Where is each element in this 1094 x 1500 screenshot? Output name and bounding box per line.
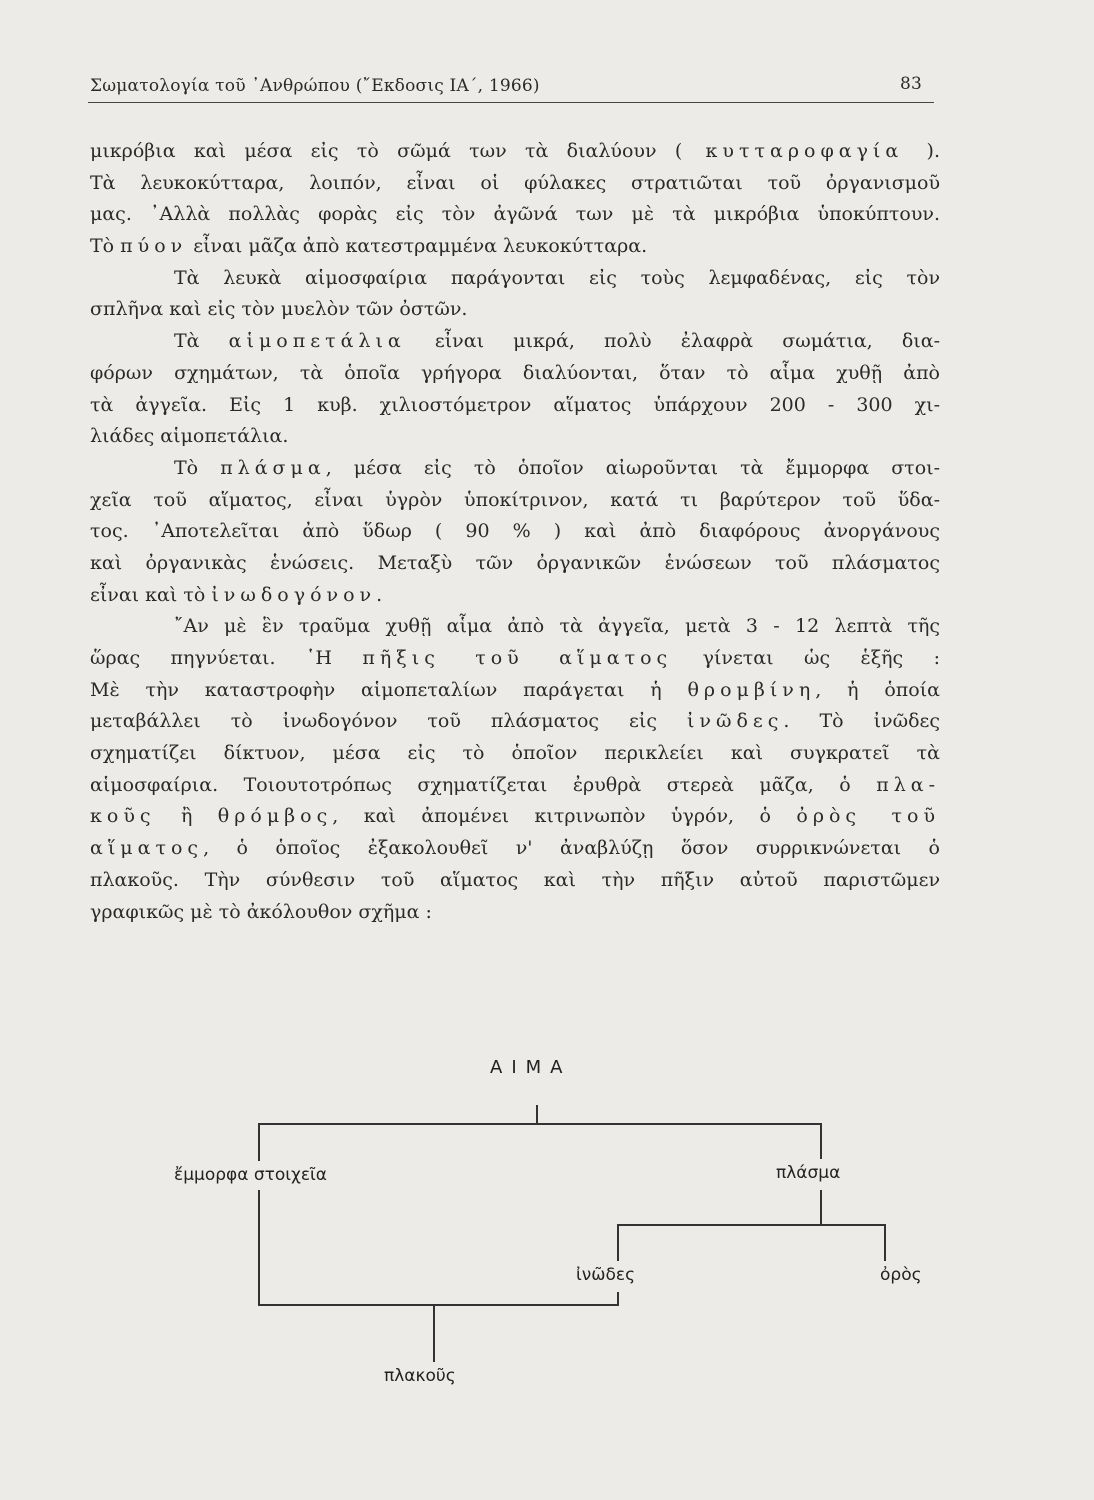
text-run: χεῖα τοῦ αἵματος, εἶναι ὑγρὸν ὑποκίτρινον, κατά τι βαρύτερον τοῦ ὕδα- <box>90 488 940 511</box>
spaced-term: ἰνωδογόνον <box>211 583 377 606</box>
header-title: Σωματολογία τοῦ ᾿Ανθρώπου (῎Εκδοσις ΙΑ΄, 1966) <box>90 76 540 96</box>
text-run: Τὸ <box>174 456 221 479</box>
plasma-bracket-right <box>884 1224 886 1261</box>
text-run: , μέσα εἰς τὸ ὁποῖον αἰωροῦνται τὰ ἔμμορφα στοι- <box>325 456 941 479</box>
spaced-term: αἵματος <box>90 837 204 860</box>
text-run: σχηματίζει δίκτυον, μέσα εἰς τὸ ὁποῖον περικλείει καὶ συγκρατεῖ τὰ <box>90 742 940 765</box>
text-run: τὰ ἀγγεῖα. Εἰς 1 κυβ. χιλιοστόμετρον αἵματος ὑπάρχουν 200 - 300 χι- <box>90 393 940 416</box>
formed-elements-drop <box>258 1190 260 1305</box>
spaced-term: πλα- <box>876 773 940 796</box>
clot-bracket <box>258 1304 619 1306</box>
diagram-serum-label: ὀρὸς <box>880 1265 922 1285</box>
text-run: γίνεται ὡς ἑξῆς : <box>672 647 940 669</box>
top-bracket-left <box>258 1123 260 1161</box>
text-run: σπλῆνα καὶ εἰς τὸν μυελὸν τῶν ὀστῶν. <box>90 298 468 321</box>
text-run: ὥρας πηγνύεται. ῾Η <box>90 647 363 669</box>
spaced-term: πῆξις τοῦ αἵματος <box>362 647 673 669</box>
text-run: αἱμοσφαίρια. Τοιουτοτρόπως σχηματίζεται ἐρυθρὰ στερεὰ μᾶζα, ὁ <box>90 773 877 796</box>
root-stem <box>536 1105 538 1123</box>
text-run: ). <box>926 140 940 162</box>
text-run: . <box>376 583 383 606</box>
text-run: Τὸ <box>90 235 121 258</box>
spaced-term: πλάσμα <box>220 456 326 479</box>
text-run: πλακοῦς. Τὴν σύνθεσιν τοῦ αἵματος καὶ τὴν πῆξιν αὐτοῦ παριστῶμεν <box>90 868 940 891</box>
spaced-term: ὀρὸς τοῦ <box>796 805 940 828</box>
diagram-formed-elements-label: ἔμμορφα στοιχεῖα <box>174 1165 327 1185</box>
clot-stem <box>433 1304 435 1362</box>
spaced-term: κυτταροφαγία <box>682 140 927 162</box>
spaced-term: πύον <box>120 235 188 258</box>
text-run: τος. ᾿Αποτελεῖται ἀπὸ ὕδωρ ( 90 % ) καὶ ἀπὸ διαφόρους ἀνοργάνους <box>90 520 940 543</box>
text-run: Τὰ λευκὰ αἱμοσφαίρια παράγονται εἰς τοὺς λεμφαδένας, εἰς τὸν <box>174 266 940 289</box>
text-run: , καὶ ἀπομένει κιτρινωπὸν ὑγρόν, ὁ <box>332 805 797 828</box>
text-run: . Τὸ ἰνῶδες <box>783 710 940 733</box>
plasma-bracket-left <box>617 1224 619 1261</box>
plasma-drop <box>820 1190 822 1224</box>
diagram-plasma-label: πλάσμα <box>776 1163 841 1183</box>
text-run: Τὰ <box>174 330 229 353</box>
spaced-term: αἱμοπετάλια <box>228 330 406 353</box>
text-run: μας. ᾿Αλλὰ πολλὰς φορὰς εἰς τὸν ἀγῶνά των μὲ τὰ μικρόβια ὑποκύπτουν. <box>90 203 940 226</box>
text-run: ῎Αν μὲ ἓν τραῦμα χυθῇ αἷμα ἀπὸ τὰ ἀγγεῖα, μετὰ 3 - 12 λεπτὰ τῆς <box>174 615 940 638</box>
text-run: καὶ ὀργανικὰς ἑνώσεις. Μεταξὺ τῶν ὀργανικῶν ἑνώσεων τοῦ πλάσματος <box>90 551 940 574</box>
spaced-term: θρόμβος <box>217 805 333 828</box>
text-run: φόρων σχημάτων, τὰ ὁποῖα γρήγορα διαλύονται, ὅταν τὸ αἷμα χυθῇ ἀπὸ <box>90 361 940 384</box>
page-number: 83 <box>899 74 922 94</box>
text-run: Τὰ λευκοκύτταρα, λοιπόν, εἶναι οἱ φύλακες στρατιῶται τοῦ ὀργανισμοῦ <box>90 171 940 194</box>
text-run: , ὁ ὁποῖος ἐξακολουθεῖ ν' ἀναβλύζῃ ὅσον συρρικνώνεται ὁ <box>203 837 940 860</box>
spaced-term: θρομβίνη <box>687 678 816 701</box>
text-run: Μὲ τὴν καταστροφὴν αἱμοπεταλίων παράγεται ἡ <box>90 678 688 701</box>
text-run: εἶναι μικρά, πολὺ ἐλαφρὰ σωμάτια, δια- <box>405 330 941 353</box>
text-run: ἢ <box>155 805 218 828</box>
text-run: μεταβάλλει τὸ ἰνωδογόνον τοῦ πλάσματος εἰς <box>90 710 687 733</box>
text-run: , ἡ ὁποία <box>815 678 940 701</box>
diagram-root-label: ΑΙΜΑ <box>490 1057 572 1078</box>
text-run: εἶναι μᾶζα ἀπὸ κατεστραμμένα λευκοκύτταρα. <box>187 235 648 258</box>
top-bracket-right <box>820 1123 822 1159</box>
diagram-clot-label: πλακοῦς <box>384 1366 456 1386</box>
spaced-term: κοῦς <box>90 805 156 828</box>
top-bracket <box>258 1123 822 1125</box>
diagram-fibrin-label: ἰνῶδες <box>576 1265 636 1285</box>
text-run: λιάδες αἱμοπετάλια. <box>90 425 289 448</box>
spaced-term: ἰνῶδες <box>686 710 784 733</box>
text-run: εἶναι καὶ τὸ <box>90 583 212 606</box>
plasma-bracket <box>617 1224 885 1226</box>
text-run: γραφικῶς μὲ τὸ ἀκόλουθον σχῆμα : <box>90 900 432 923</box>
text-run: μικρόβια καὶ μέσα εἰς τὸ σῶμά των τὰ διαλύουν ( <box>90 140 683 162</box>
